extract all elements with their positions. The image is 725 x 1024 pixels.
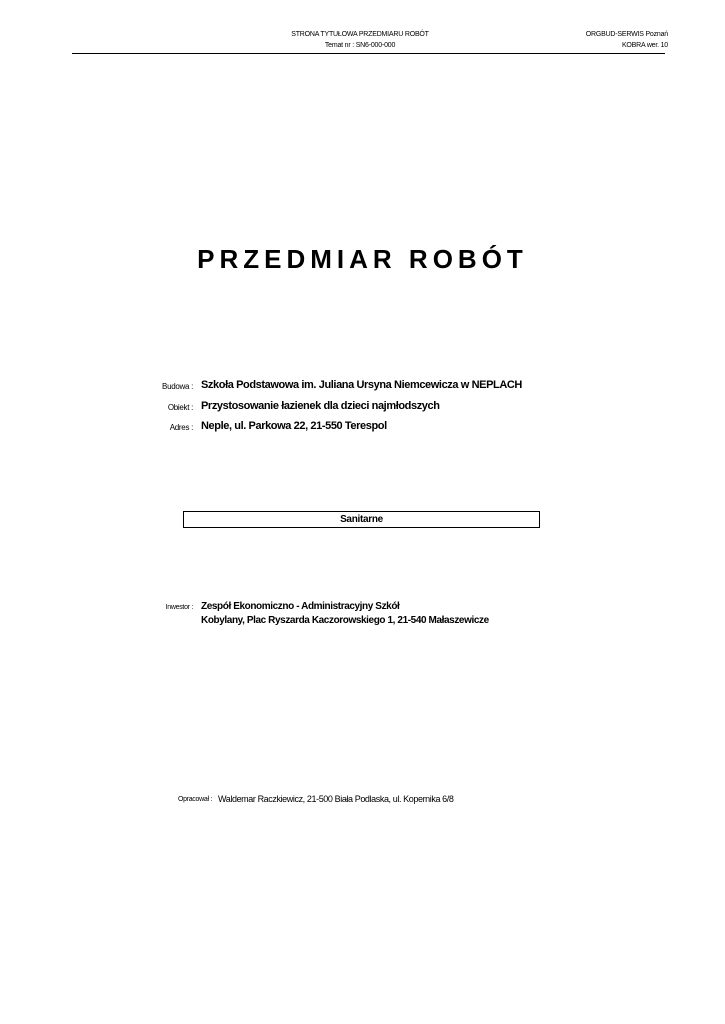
construction-label: Budowa : — [162, 382, 193, 391]
header-divider — [72, 53, 665, 54]
investor-line2: Kobylany, Plac Ryszarda Kaczorowskiego 1, 21-540 Małaszewicze — [201, 615, 489, 626]
branch-box: Sanitarne — [183, 511, 540, 528]
prepared-by-label: Opracował : — [177, 796, 212, 803]
prepared-by-value: Waldemar Raczkiewicz, 21-500 Biała Podlaska, ul. Kopernika 6/8 — [218, 794, 454, 804]
header-topic: Temat nr : SN6-000-000 — [324, 42, 396, 49]
construction-value: Szkoła Podstawowa im. Juliana Ursyna Niemcewicza w NEPLACH — [201, 379, 522, 391]
investor-line1: Zespół Ekonomiczno - Administracyjny Szkół — [201, 601, 400, 612]
investor-label: Inwestor : — [165, 604, 193, 611]
page-title: PRZEDMIAR ROBÓT — [197, 244, 528, 274]
header-software: KOBRA wer. 10 — [621, 42, 668, 49]
object-label: Obiekt : — [167, 403, 193, 412]
address-value: Neple, ul. Parkowa 22, 21-550 Terespol — [201, 420, 387, 432]
object-value: Przystosowanie łazienek dla dzieci najmłodszych — [201, 400, 440, 412]
header-company: ORGBUD-SERWIS Poznań — [585, 31, 668, 38]
address-label: Adres : — [169, 423, 193, 432]
header-doc-type: STRONA TYTUŁOWA PRZEDMIARU ROBÓT — [291, 31, 429, 38]
